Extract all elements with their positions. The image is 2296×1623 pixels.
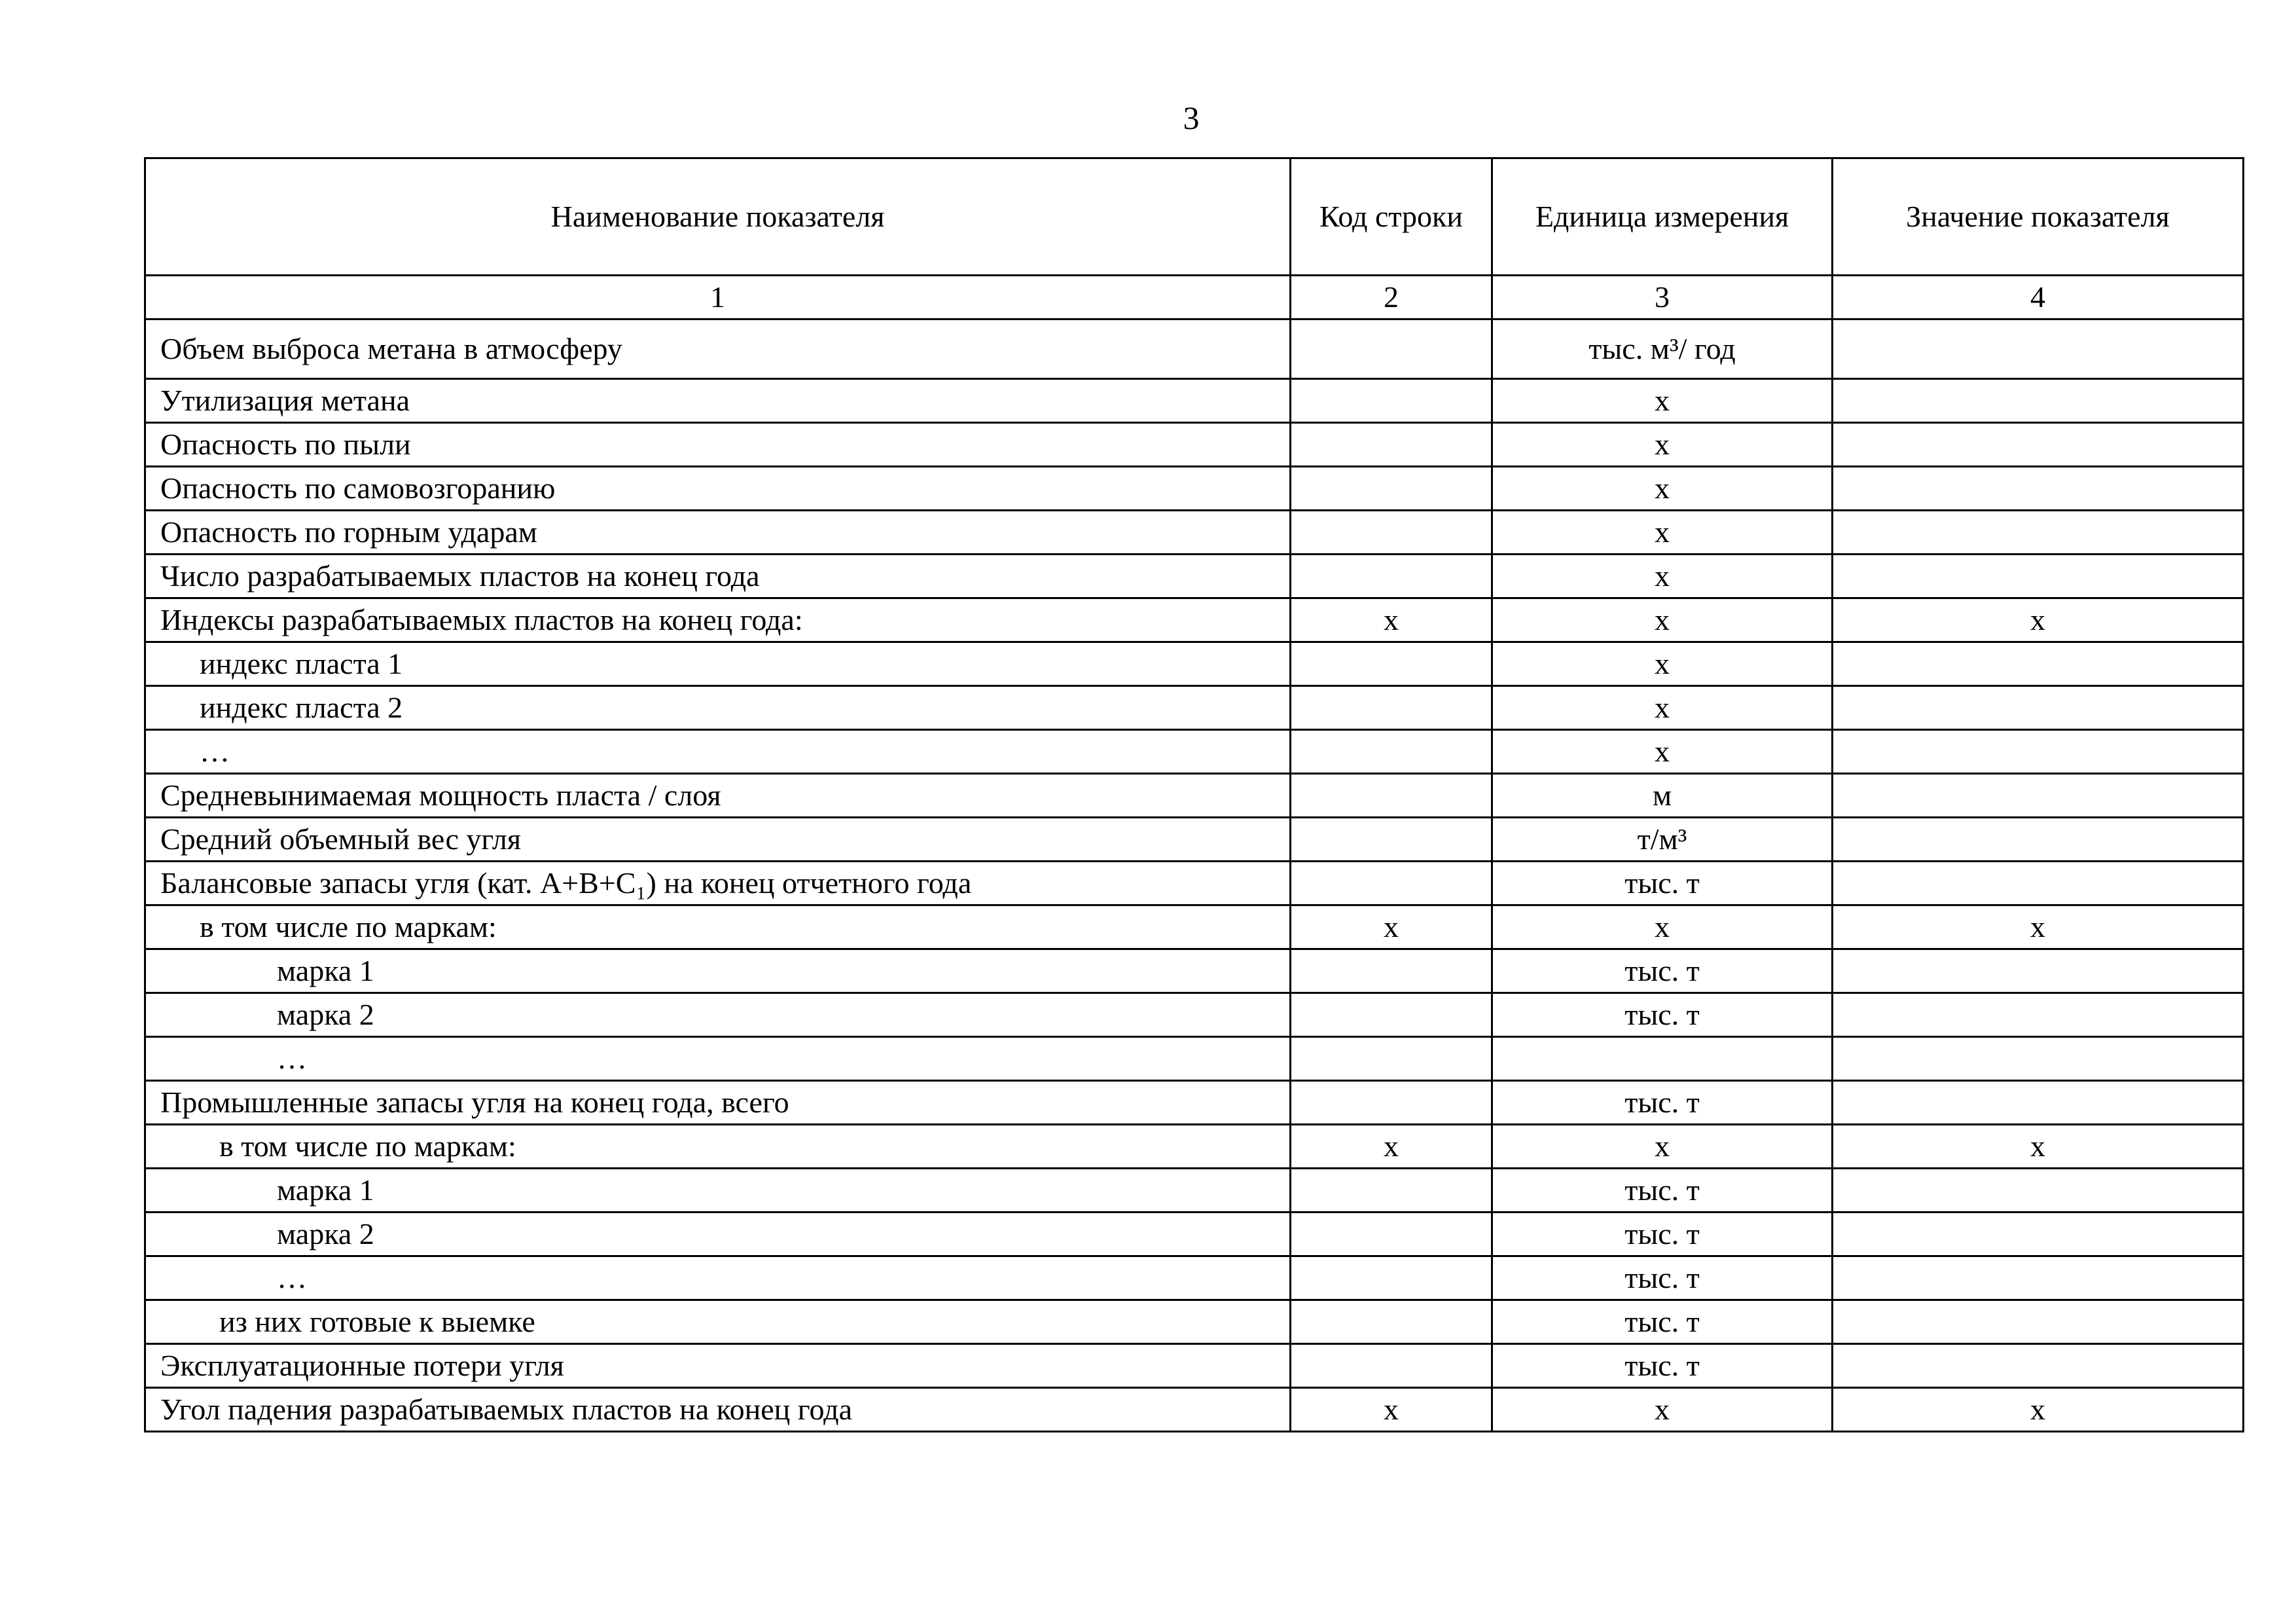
row-code: х [1291, 1388, 1492, 1432]
value [1833, 319, 2244, 379]
row-code [1291, 423, 1492, 467]
table-row [145, 1169, 2244, 1213]
unit: х [1492, 598, 1833, 642]
row-code: х [1291, 1125, 1492, 1169]
header-indicator-name: Наименование показателя [145, 158, 1291, 276]
value [1833, 642, 2244, 686]
header-unit: Единица измерения [1492, 158, 1833, 276]
row-code [1291, 1037, 1492, 1081]
unit: х [1492, 511, 1833, 555]
table-row [145, 730, 2244, 774]
table-header-row [145, 158, 2244, 276]
unit: тыс. т [1492, 862, 1833, 905]
table-row [145, 319, 2244, 379]
value [1833, 1037, 2244, 1081]
row-code [1291, 949, 1492, 993]
indicator-name: в том числе по маркам: [145, 1125, 1291, 1169]
row-code: х [1291, 598, 1492, 642]
table-row [145, 1081, 2244, 1125]
row-code [1291, 1300, 1492, 1344]
indicator-name: Эксплуатационные потери угля [145, 1344, 1291, 1388]
value: х [1833, 598, 2244, 642]
row-code [1291, 467, 1492, 511]
row-code [1291, 730, 1492, 774]
indicator-name: Угол падения разрабатываемых пластов на конец года [145, 1388, 1291, 1432]
value [1833, 467, 2244, 511]
value [1833, 423, 2244, 467]
indicator-name: марка 1 [145, 949, 1291, 993]
row-code [1291, 1344, 1492, 1388]
indicator-name: марка 1 [145, 1169, 1291, 1213]
value [1833, 818, 2244, 862]
row-code [1291, 686, 1492, 730]
value [1833, 1081, 2244, 1125]
indicator-name: … [145, 1256, 1291, 1300]
row-code [1291, 818, 1492, 862]
unit: х [1492, 686, 1833, 730]
unit [1492, 1037, 1833, 1081]
value [1833, 730, 2244, 774]
row-code [1291, 1081, 1492, 1125]
unit: х [1492, 423, 1833, 467]
value [1833, 993, 2244, 1037]
value [1833, 511, 2244, 555]
table-row [145, 598, 2244, 642]
page-number: 3 [1183, 100, 1200, 136]
row-code [1291, 1256, 1492, 1300]
indicator-name: в том числе по маркам: [145, 905, 1291, 949]
row-code: х [1291, 905, 1492, 949]
indicator-name: Средний объемный вес угля [145, 818, 1291, 862]
value [1833, 774, 2244, 818]
unit: х [1492, 642, 1833, 686]
indicator-name: из них готовые к выемке [145, 1300, 1291, 1344]
row-code [1291, 319, 1492, 379]
table-row [145, 423, 2244, 467]
row-code [1291, 555, 1492, 598]
value [1833, 949, 2244, 993]
header-value: Значение показателя [1833, 158, 2244, 276]
row-code [1291, 1213, 1492, 1256]
indicator-name: Индексы разрабатываемых пластов на конец года: [145, 598, 1291, 642]
indicator-name: Объем выброса метана в атмосферу [145, 319, 1291, 379]
unit: тыс. м³/ год [1492, 319, 1833, 379]
table-row [145, 1256, 2244, 1300]
table-row [145, 774, 2244, 818]
indicator-name: индекс пласта 1 [145, 642, 1291, 686]
value: х [1833, 1125, 2244, 1169]
indicator-name: Утилизация метана [145, 379, 1291, 423]
unit: х [1492, 379, 1833, 423]
unit: м [1492, 774, 1833, 818]
indicator-name: Промышленные запасы угля на конец года, всего [145, 1081, 1291, 1125]
value [1833, 1213, 2244, 1256]
table-row [145, 555, 2244, 598]
table-row [145, 862, 2244, 905]
unit: х [1492, 555, 1833, 598]
indicator-name: … [145, 1037, 1291, 1081]
table-row [145, 1344, 2244, 1388]
table-row [145, 467, 2244, 511]
unit: тыс. т [1492, 1300, 1833, 1344]
unit: х [1492, 467, 1833, 511]
value: х [1833, 905, 2244, 949]
indicator-name: Число разрабатываемых пластов на конец года [145, 555, 1291, 598]
table-row [145, 1300, 2244, 1344]
unit: тыс. т [1492, 1081, 1833, 1125]
indicator-name: Средневынимаемая мощность пласта / слоя [145, 774, 1291, 818]
table-row [145, 642, 2244, 686]
table-row [145, 905, 2244, 949]
indicator-name: Опасность по пыли [145, 423, 1291, 467]
row-code [1291, 511, 1492, 555]
value [1833, 1256, 2244, 1300]
row-code [1291, 993, 1492, 1037]
column-numbers-row [145, 276, 2244, 319]
column-number: 2 [1291, 276, 1492, 319]
unit: х [1492, 1125, 1833, 1169]
unit: т/м³ [1492, 818, 1833, 862]
table-row [145, 1213, 2244, 1256]
indicator-name: … [145, 730, 1291, 774]
row-code [1291, 642, 1492, 686]
unit: х [1492, 1388, 1833, 1432]
value [1833, 555, 2244, 598]
value [1833, 686, 2244, 730]
indicator-name: Опасность по горным ударам [145, 511, 1291, 555]
indicator-name: марка 2 [145, 993, 1291, 1037]
unit: тыс. т [1492, 993, 1833, 1037]
value [1833, 1300, 2244, 1344]
value [1833, 379, 2244, 423]
table-row [145, 511, 2244, 555]
table-row [145, 1388, 2244, 1432]
value [1833, 1344, 2244, 1388]
unit: тыс. т [1492, 1256, 1833, 1300]
value: х [1833, 1388, 2244, 1432]
row-code [1291, 774, 1492, 818]
row-code [1291, 1169, 1492, 1213]
table-row [145, 993, 2244, 1037]
unit: тыс. т [1492, 1213, 1833, 1256]
indicators-table [144, 157, 2244, 1432]
column-number: 3 [1492, 276, 1833, 319]
indicator-name: Опасность по самовозгоранию [145, 467, 1291, 511]
indicator-name: марка 2 [145, 1213, 1291, 1256]
value [1833, 1169, 2244, 1213]
unit: х [1492, 905, 1833, 949]
table-row [145, 379, 2244, 423]
row-code [1291, 862, 1492, 905]
column-number: 4 [1833, 276, 2244, 319]
unit: тыс. т [1492, 949, 1833, 993]
value [1833, 862, 2244, 905]
table-row [145, 818, 2244, 862]
table-row [145, 1125, 2244, 1169]
indicator-name: индекс пласта 2 [145, 686, 1291, 730]
table-row [145, 686, 2244, 730]
unit: тыс. т [1492, 1344, 1833, 1388]
unit: тыс. т [1492, 1169, 1833, 1213]
table-row [145, 949, 2244, 993]
header-row-code: Код строки [1291, 158, 1492, 276]
indicator-name: Балансовые запасы угля (кат. А+В+С₁) на конец отчетного года [145, 862, 1291, 905]
table-row [145, 1037, 2244, 1081]
row-code [1291, 379, 1492, 423]
column-number: 1 [145, 276, 1291, 319]
unit: х [1492, 730, 1833, 774]
